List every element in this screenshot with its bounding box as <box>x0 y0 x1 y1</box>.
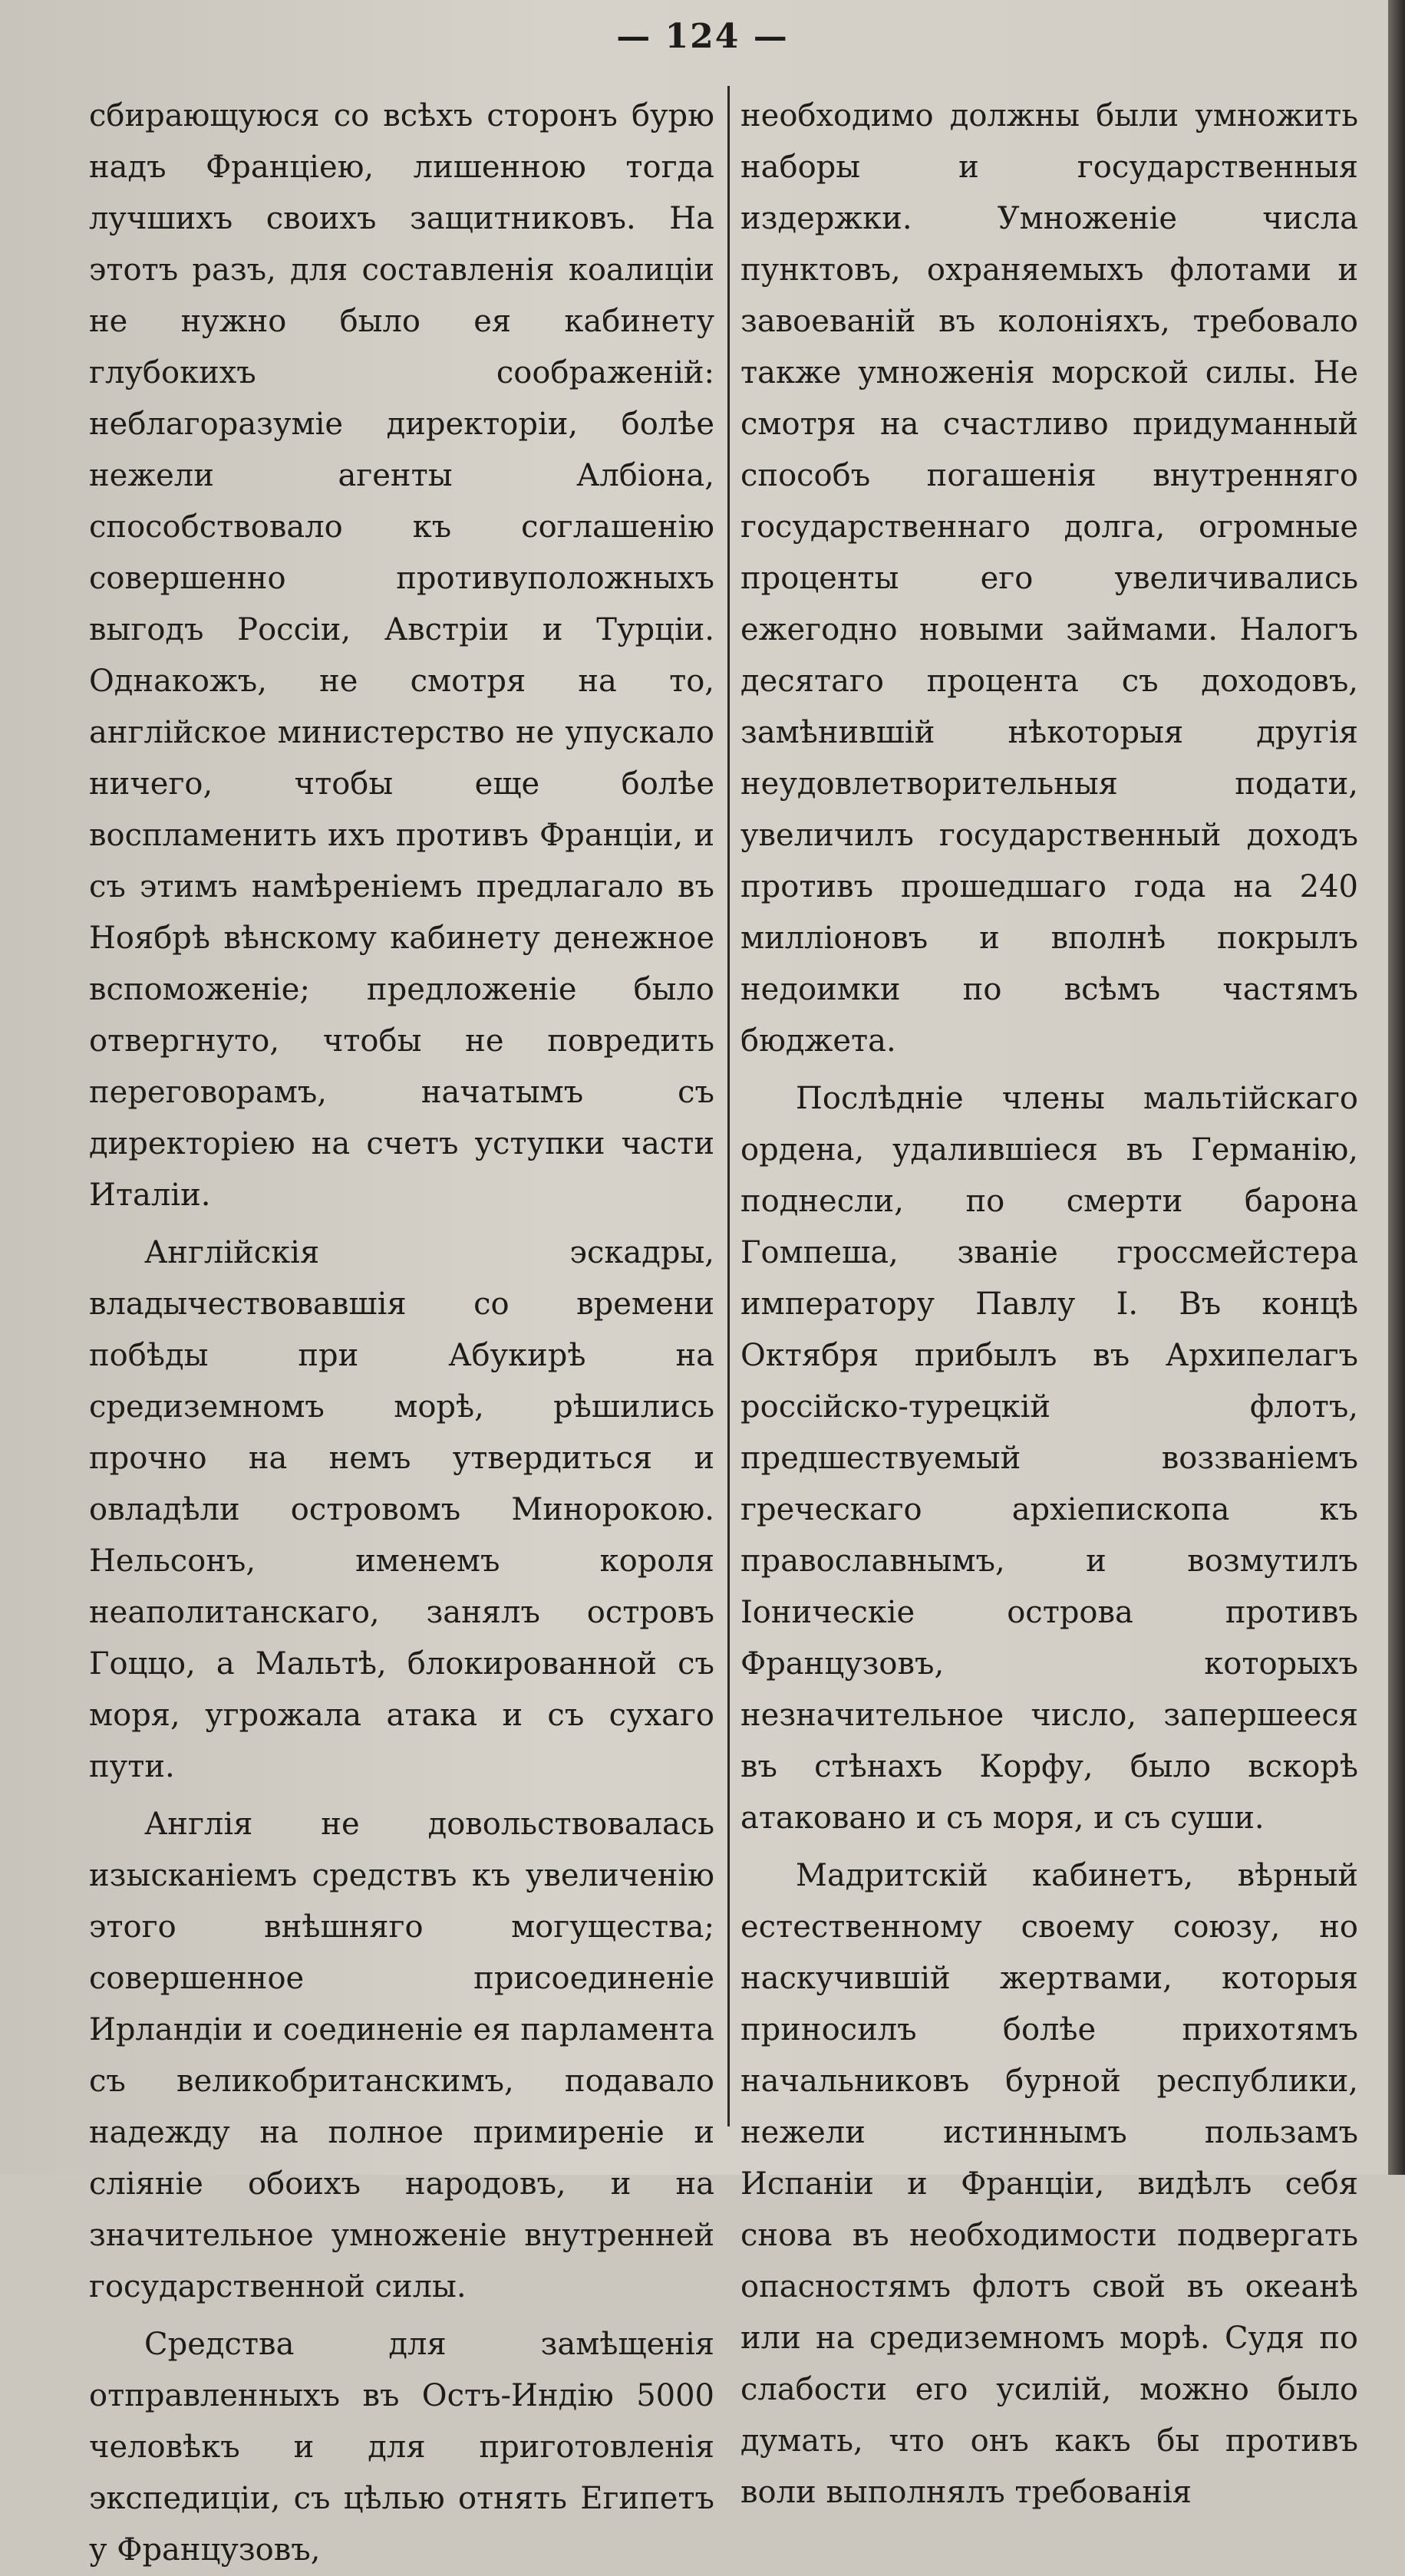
page-number: — 124 — <box>616 17 789 56</box>
right-paragraph-1: необходимо должны были умножить наборы и государственныя издержки. Умноженіе числа пунктовъ, охраняемыхъ флотами и завоеваній въ колоніяхъ, требовало также умноженія морской силы. Не смотря на счастливо придуманный способъ погашенія внутренняго государственнаго долга, огромные проценты его увеличивались ежегодно новыми займами. Налогъ десятаго процента съ доходовъ, замѣнившій нѣкоторыя другія неудовлетворительныя подати, увеличилъ государственный доходъ противъ прошедшаго года на 240 милліоновъ и вполнѣ покрылъ недоимки по всѣмъ частямъ бюджета. <box>740 98 1358 1059</box>
right-paragraph-2: Послѣдніе члены мальтійскаго ордена, удалившіеся въ Германію, поднесли, по смерти барона Гомпеша, званіе гроссмейстера императору Павлу I. Въ концѣ Октября прибылъ въ Архипелагъ россійско-турецкій флотъ, предшествуемый воззваніемъ греческаго архіепископа къ православнымъ, и возмутилъ Іоническіе острова противъ Французовъ, которыхъ незначительное число, запершееся въ стѣнахъ Корфу, было вскорѣ атаковано и съ моря, и съ суши. <box>740 1081 1358 1836</box>
left-column <box>89 91 714 2568</box>
page-edge-shadow <box>1388 0 1405 2175</box>
right-column <box>740 91 1358 2510</box>
left-paragraph-2: Англійскія эскадры, владычествовавшія со времени побѣды при Абукирѣ на средиземномъ морѣ, рѣшились прочно на немъ утвердиться и овладѣли островомъ Минорокою. Нельсонъ, именемъ короля неаполитанскаго, занялъ островъ Гоццо, а Мальтѣ, блокированной съ моря, угрожала атака и съ сухаго пути. <box>89 1235 714 1784</box>
left-paragraph-3: Англія не довольствовалась изысканіемъ средствъ къ увеличенію этого внѣшняго могущества; совершенное присоединеніе Ирландіи и соединеніе ея парламента съ великобританскимъ, подавало надежду на полное примиреніе и сліяніе обоихъ народовъ, и на значительное умноженіе внутренней государственной силы. <box>89 1807 714 2304</box>
column-divider <box>727 86 730 2126</box>
left-paragraph-4: Средства для замѣщенія отправленныхъ въ Остъ-Индію 5000 человѣкъ и для приготовленія экспедиціи, съ цѣлью отнять Египетъ у Французовъ, <box>89 2327 714 2568</box>
right-paragraph-3: Мадритскій кабинетъ, вѣрный естественному своему союзу, но наскучившій жертвами, которыя приносилъ болѣе прихотямъ начальниковъ бурной республики, нежели истиннымъ пользамъ Испаніи и Франціи, видѣлъ себя снова въ необходимости подвергать опасностямъ флотъ свой въ океанѣ или на средиземномъ морѣ. Судя по слабости его усилій, можно было думать, что онъ какъ бы противъ воли выполнялъ требованія <box>740 1858 1358 2510</box>
left-paragraph-1: сбирающуюся со всѣхъ сторонъ бурю надъ Франціею, лишенною тогда лучшихъ своихъ защитниковъ. На этотъ разъ, для составленія коалиціи не нужно было ея кабинету глубокихъ соображеній: неблагоразуміе директоріи, болѣе нежели агенты Албіона, способствовало къ соглашенію совершенно противуположныхъ выгодъ Россіи, Австріи и Турціи. Однакожъ, не смотря на то, англійское министерство не упускало ничего, чтобы еще болѣе воспламенить ихъ противъ Франціи, и съ этимъ намѣреніемъ предлагало въ Ноябрѣ вѣнскому кабинету денежное вспоможеніе; предложеніе было отвергнуто, чтобы не повредить переговорамъ, начатымъ съ директоріею на счетъ уступки части Италіи. <box>89 98 714 1213</box>
